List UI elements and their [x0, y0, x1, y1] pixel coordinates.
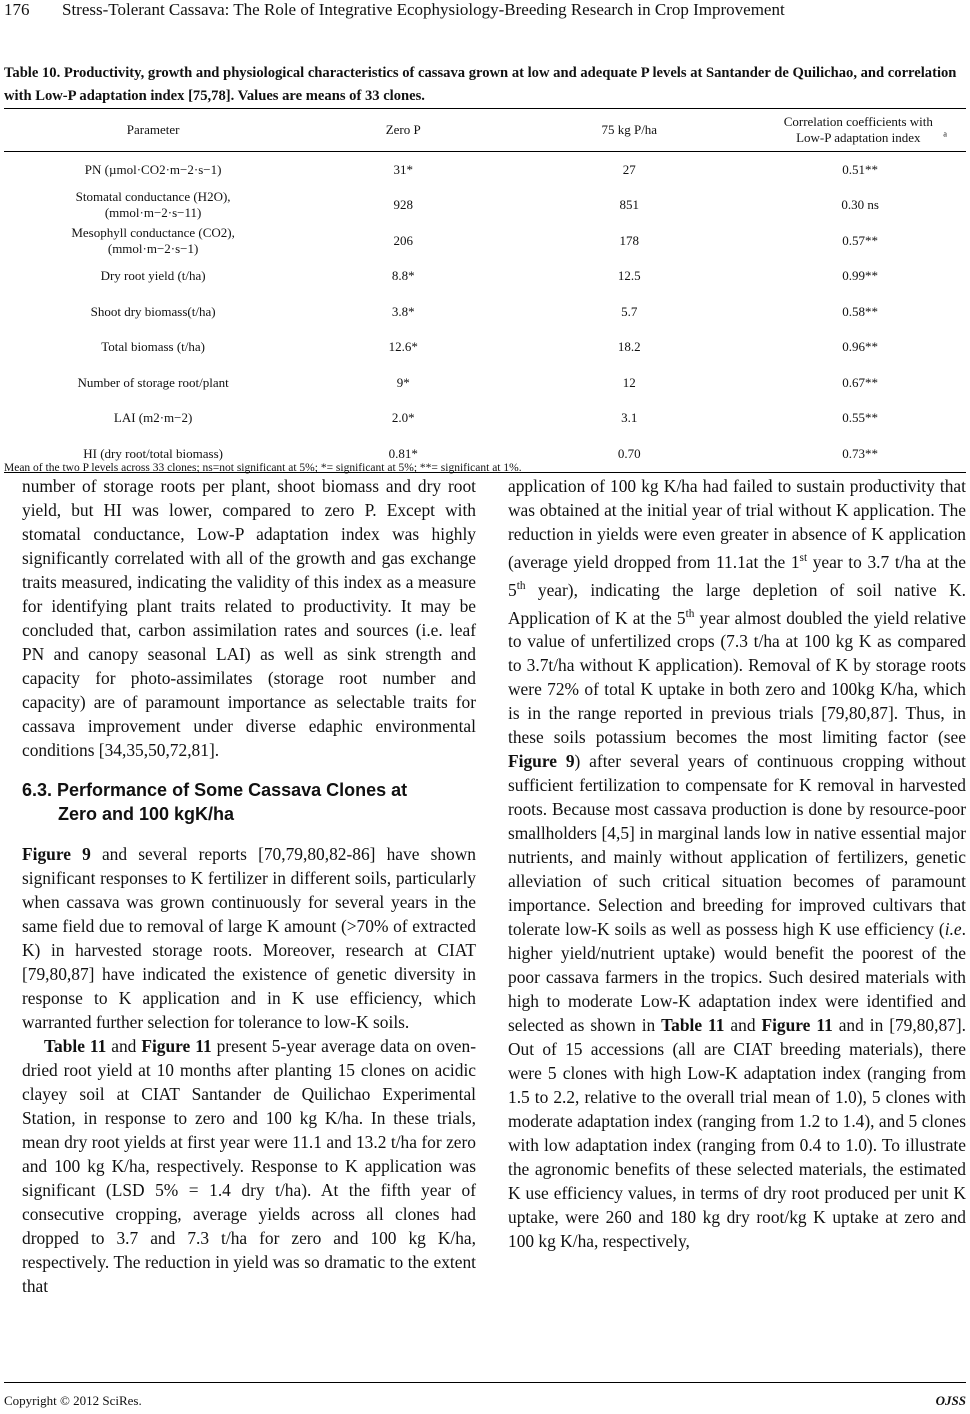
- paragraph: [22, 1034, 476, 1298]
- zero-p-cell: 928: [393, 197, 413, 213]
- page-footer: [4, 1382, 966, 1409]
- paragraph-text: year almost doubled the yield relative to value of unfertilized crops (7.3 t/ha at 100 kg K as compared to 3.7t/ha without K application). Removal of K by storage roots were 72% of total K uptake in both zero and 100kg K/ha, which is in the range reported in previous trials [79,80,87]. Thus, in these soils potassium becomes the most limiting factor (see: [508, 607, 966, 748]
- paragraph-text: application of 100 kg K/ha had failed to sustain productivity that was obtained at the initial year of trial without K application. The reduction in yields were even greater in absence of K application (average yield dropped from 11.1at the 1: [508, 476, 966, 572]
- column-header-text: Correlation coefficients with Low-P adaptation index: [783, 114, 933, 145]
- paragraph: [22, 842, 476, 1034]
- correlation-cell: 0.58**: [842, 303, 879, 319]
- zero-p-cell: 9*: [396, 374, 410, 390]
- data-table: [4, 108, 966, 473]
- running-title: Stress-Tolerant Cassava: The Role of Integrative Ecophysiology-Breeding Research in Crop Improvement: [62, 0, 785, 19]
- zero-p-cell: 2.0*: [391, 410, 415, 426]
- table-row: [4, 365, 966, 401]
- parameter-cell: Stomatal conductance (H2O), (mmol·m−2·s−11): [75, 189, 231, 221]
- paragraph-text: ) after several years of continuous cropping without sufficient fertilization to compensate for K removal in harvested roots. Because most cassava production is done by resource-poor smallholders [4,5] in marginal lands low in native essential major nutrients, and mainly without application of fertilizers, genetic alleviation of such critical situation becomes of paramount importance. Selection and breeding for improved cultivars that tolerate low-K soils as well as possess high K use efficiency (: [508, 751, 966, 940]
- table-row: [4, 401, 966, 437]
- figure-ref: Figure 11: [761, 1015, 833, 1036]
- figure-ref: Figure 11: [141, 1036, 212, 1056]
- table-ref: Table 11: [661, 1015, 725, 1036]
- column-header: Zero P: [385, 122, 421, 137]
- table-ref: Table 11: [44, 1036, 107, 1056]
- 75kg-p-cell: 5.7: [621, 303, 638, 319]
- parameter-cell: Dry root yield (t/ha): [100, 268, 206, 284]
- paragraph-text: and several reports [70,79,80,82-86] have shown significant responses to K fertilizer in different soils, particularly when cassava was grown continuously for several years in the same field due to removal of large K amount (>70% of extracted K) in harvested storage roots. Moreover, research at CIAT [79,80,87] have indicated the existence of genetic diversity in response to K application and in K use efficiency, which warranted further selection for tolerance to low-K soils.: [22, 844, 476, 1032]
- table-row: [4, 259, 966, 295]
- column-header: Parameter: [126, 122, 180, 137]
- 75kg-p-cell: 18.2: [617, 339, 641, 355]
- parameter-cell: LAI (m2·m−2): [113, 410, 193, 426]
- parameter-cell: Shoot dry biomass(t/ha): [90, 303, 216, 319]
- 75kg-p-cell: 27: [622, 161, 636, 177]
- table-header-row: [4, 109, 966, 152]
- correlation-cell: 0.57**: [842, 232, 879, 248]
- correlation-cell: 0.30 ns: [841, 197, 879, 213]
- figure-ref: Figure 9: [22, 844, 91, 864]
- 75kg-p-cell: 0.70: [617, 445, 641, 461]
- parameter-cell: PN (µmol·CO2·m−2·s−1): [84, 161, 222, 177]
- section-heading: [22, 778, 476, 826]
- page-number: 176: [4, 0, 30, 19]
- zero-p-cell: 12.6*: [388, 339, 418, 355]
- left-column: [22, 474, 476, 1298]
- italic-text: i.e: [944, 919, 962, 940]
- zero-p-cell: 3.8*: [391, 303, 415, 319]
- paragraph: [508, 474, 966, 1253]
- 75kg-p-cell: 3.1: [621, 410, 638, 426]
- parameter-cell: Mesophyll conductance (CO2), (mmol·m−2·s−1): [71, 224, 235, 256]
- 75kg-p-cell: 12: [622, 374, 636, 390]
- correlation-cell: 0.96**: [842, 339, 879, 355]
- journal-name: OJSS: [935, 1393, 966, 1408]
- footnote-marker: a: [943, 128, 948, 139]
- parameter-cell: HI (dry root/total biomass): [83, 445, 223, 461]
- correlation-cell: 0.67**: [842, 374, 879, 390]
- right-column: [508, 474, 966, 1253]
- figure-ref: Figure 9: [508, 751, 575, 772]
- paragraph-text: and: [724, 1015, 762, 1036]
- correlation-cell: 0.99**: [842, 268, 879, 284]
- table-caption: Table 10. Productivity, growth and physiological characteristics of cassava grown at low and adequate P levels at Santander de Quilichao, and correlation with Low-P adaptation index [75,78]. Values are means of 33 clones.: [4, 65, 957, 104]
- zero-p-cell: 8.8*: [391, 268, 415, 284]
- paragraph-text: . higher yield/nutrient uptake) would benefit the poorest of the poor cassava farmers in the tropics. Such desired materials with high to moderate Low-K adaptation index were identified and selected as shown in: [508, 919, 966, 1036]
- parameter-cell: Total biomass (t/ha): [101, 339, 205, 355]
- table-row: [4, 152, 966, 188]
- table-row: [4, 223, 966, 259]
- table-row: [4, 294, 966, 330]
- section-heading-line: 6.3. Performance of Some Cassava Clones at: [22, 780, 408, 800]
- table-row: [4, 188, 966, 224]
- table-note: Mean of the two P levels across 33 clones; ns=not significant at 5%; *= significant at 5%; **= significant at 1%.: [4, 462, 522, 474]
- correlation-cell: 0.55**: [842, 410, 879, 426]
- correlation-cell: 0.73**: [842, 445, 879, 461]
- paragraph-text: present 5-year average data on oven-dried root yield at 10 months after planting 15 clones on acidic clayey soil at CIAT Santander de Quilichao Experimental Station, in response to zero and 100 kg K/ha. In these trials, mean dry root yields at first year were 11.1 and 13.2 t/ha for zero and 100 kg K/ha, respectively. Response to K application was significant (LSD 5% = 1.4 dry t/ha). At the fifth year of consecutive cropping, average yields across all clones had dropped to 3.7 and 7.3 t/ha for zero and 100 kg K/ha, respectively. The reduction in yield was so dramatic to the extent that: [22, 1036, 476, 1296]
- correlation-cell: 0.51**: [842, 161, 879, 177]
- superscript: th: [685, 607, 695, 620]
- column-header: [754, 109, 966, 152]
- zero-p-cell: 0.81*: [388, 445, 418, 461]
- section-heading-line: Zero and 100 kgK/ha: [58, 804, 235, 824]
- column-header: 75 kg P/ha: [601, 122, 658, 137]
- parameter-cell: Number of storage root/plant: [77, 374, 229, 390]
- zero-p-cell: 31*: [393, 161, 413, 177]
- copyright: Copyright © 2012 SciRes.: [4, 1393, 142, 1408]
- 75kg-p-cell: 12.5: [617, 268, 641, 284]
- paragraph: number of storage roots per plant, shoot biomass and dry root yield, but HI was lower, compared to zero P. Except with stomatal conductance, Low-P adaptation index was highly significantly correlated with all of the growth and gas exchange traits measured, indicating the validity of this index as a measure for identifying plant traits related to productivity. It may be concluded that, carbon assimilation rates and sources (i.e. leaf PN and canopy seasonal LAI) as well as sink strength and capacity for photo-assimilates (storage root number and capacity) are of paramount importance as selectable traits for cassava improvement under diverse edaphic environmental conditions [34,35,50,72,81].: [22, 476, 476, 760]
- zero-p-cell: 206: [393, 232, 413, 248]
- paragraph-text: year to 3.7 t/ha at the 5: [508, 551, 967, 600]
- table-row: [4, 330, 966, 366]
- paragraph-text: year), indicating the large depletion of soil native K. Application of K at the 5: [508, 579, 966, 628]
- paragraph-text: and: [106, 1036, 142, 1056]
- superscript: th: [516, 579, 526, 592]
- 75kg-p-cell: 851: [619, 197, 640, 213]
- 75kg-p-cell: 178: [619, 232, 640, 248]
- paragraph-text: and in [79,80,87]. Out of 15 accessions (all are CIAT breeding materials), there were 5 clones with high Low-K adaptation index (ranging from 1.5 to 2.2, relative to the overall trial mean of 1.0), 5 clones with moderate adaptation index (ranging from 1.2 to 1.4), and 5 clones with low adaptation index (ranging from 0.4 to 1.0). To illustrate the agronomic benefits of these selected materials, the estimated K use efficiency values, in terms of dry root produced per unit K uptake, were 260 and 180 kg dry root/kg K uptake at zero and 100 kg K/ha, respectively,: [508, 1015, 966, 1252]
- superscript: st: [799, 552, 808, 564]
